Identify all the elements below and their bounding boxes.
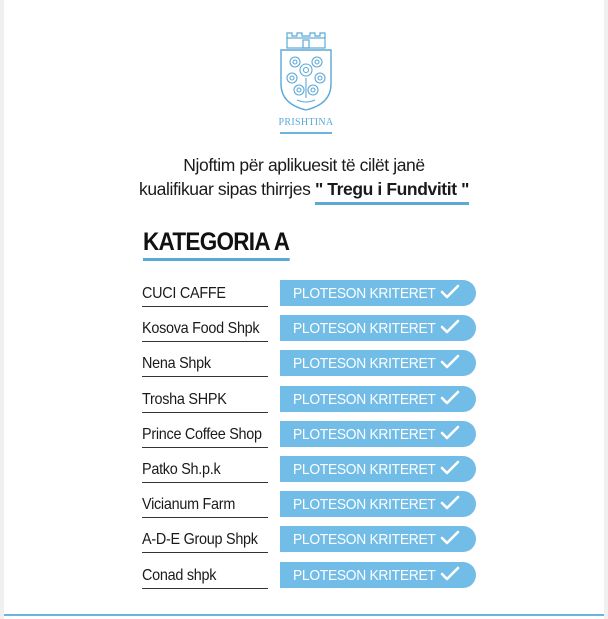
category-title: KATEGORIA A (143, 228, 289, 261)
notice-text (84, 153, 524, 201)
applicant-name-text: Patko Sh.p.k (142, 460, 221, 478)
applicant-name (142, 355, 268, 377)
applicant-name (142, 285, 268, 307)
applicant-name (142, 320, 268, 342)
checkmark-icon (440, 566, 460, 582)
applicant-name (142, 567, 268, 589)
checkmark-icon (440, 530, 460, 546)
notice-line-1: Njoftim për aplikuesit të cilët janë (183, 155, 425, 175)
status-badge (280, 315, 476, 341)
applicant-name-text: CUCI CAFFE (142, 285, 226, 302)
applicant-name-text: A-D-E Group Shpk (142, 531, 258, 549)
logo-underline (280, 132, 332, 134)
checkmark-icon (440, 495, 460, 511)
applicant-name-text: Kosova Food Shpk (142, 320, 260, 338)
applicant-name (142, 391, 268, 413)
checkmark-icon (440, 460, 460, 476)
status-badge (280, 456, 476, 482)
status-label: PLOTESON KRITERET (293, 496, 436, 514)
notice-line-2 (84, 177, 524, 201)
applicant-name-text: Trosha SHPK (142, 390, 227, 408)
checkmark-icon (440, 319, 460, 335)
status-badge (280, 386, 476, 412)
status-badge (280, 526, 476, 552)
applicant-name-text: Prince Coffee Shop (142, 425, 262, 443)
checkmark-icon (440, 390, 460, 406)
notice-line-2-text: kualifikuar sipas thirrjes (139, 179, 311, 199)
status-badge (280, 280, 476, 306)
checkmark-icon (440, 354, 460, 370)
applicant-name (142, 531, 268, 553)
applicant-name-text: Vicianum Farm (142, 496, 236, 514)
applicant-name (142, 461, 268, 483)
status-label: PLOTESON KRITERET (293, 390, 436, 408)
checkmark-icon (440, 425, 460, 441)
bottom-divider (4, 614, 604, 616)
applicant-name-text: Nena Shpk (142, 355, 211, 373)
logo-text: PRISHTINA (278, 117, 334, 128)
status-badge (280, 350, 476, 376)
status-label: PLOTESON KRITERET (293, 320, 436, 338)
applicant-name-text: Conad shpk (142, 566, 217, 584)
notice-highlight: " Tregu i Fundvitit " (315, 179, 469, 205)
status-badge (280, 421, 476, 447)
status-label: PLOTESON KRITERET (293, 425, 436, 443)
status-label: PLOTESON KRITERET (293, 285, 436, 302)
status-badge (280, 562, 476, 588)
status-label: PLOTESON KRITERET (293, 566, 436, 584)
applicant-name (142, 496, 268, 518)
status-label: PLOTESON KRITERET (293, 355, 436, 373)
applicant-name (142, 426, 268, 448)
status-label: PLOTESON KRITERET (293, 460, 436, 478)
checkmark-icon (440, 284, 460, 300)
status-badge (280, 491, 476, 517)
status-label: PLOTESON KRITERET (293, 531, 436, 549)
